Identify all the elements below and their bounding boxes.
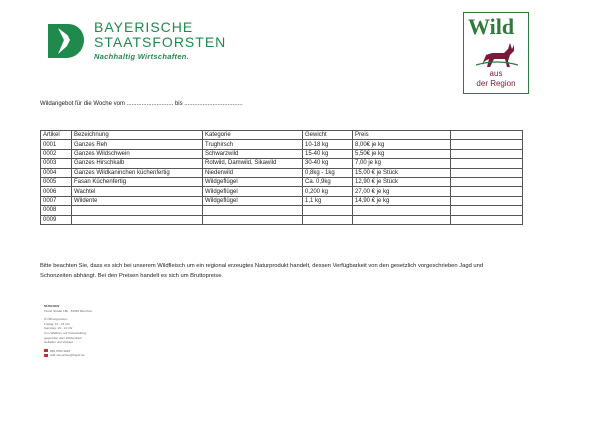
table-cell — [353, 206, 451, 215]
column-header: Kategorie — [203, 131, 303, 140]
table-cell: Wildente — [72, 196, 203, 205]
table-cell: 0003 — [41, 159, 72, 168]
offer-table — [40, 130, 523, 225]
table-cell: Schwarzwild — [203, 149, 303, 158]
badge-line1: aus — [489, 69, 503, 78]
staatsforsten-logo — [44, 14, 244, 74]
table-cell: 0009 — [41, 215, 72, 224]
table-cell: 15,00 € je Stück — [353, 168, 451, 177]
table-cell — [72, 206, 203, 215]
footer-line: Freitag: 10 - 16 Uhr — [44, 321, 71, 326]
table-cell — [451, 187, 523, 196]
table-cell: 0008 — [41, 206, 72, 215]
table-cell: Wachtel — [72, 187, 203, 196]
email-text: wild.muenchen@baysf.de — [50, 353, 85, 358]
table-header-row — [41, 131, 523, 140]
table-cell — [451, 159, 523, 168]
footer-contact — [44, 304, 164, 358]
table-cell: Ganzes Wildschwein — [72, 149, 203, 158]
table-row — [41, 196, 523, 205]
footer-line: Samstag: 10 - 14 Uhr — [44, 326, 73, 331]
table-cell: Wildgeflügel — [203, 177, 303, 186]
table-row — [41, 140, 523, 149]
footer-email — [44, 353, 164, 358]
phone-text: 089 3783 4628 — [50, 348, 71, 353]
table-cell — [451, 149, 523, 158]
table-row — [41, 206, 523, 215]
table-cell: Fasan Küchenfertig — [72, 177, 203, 186]
table-cell: 0,8kg - 1kg — [303, 168, 353, 177]
table-cell — [451, 206, 523, 215]
table-cell — [203, 206, 303, 215]
table-cell: 0005 — [41, 177, 72, 186]
brand-line1: BAYERISCHE — [94, 19, 194, 35]
table-cell: 14,90 € je kg — [353, 196, 451, 205]
table-cell — [203, 215, 303, 224]
email-icon — [44, 354, 48, 357]
table-cell — [451, 140, 523, 149]
table-cell — [451, 196, 523, 205]
table-cell: 12,90 € je Stück — [353, 177, 451, 186]
brand-tagline: Nachhaltig Wirtschaften. — [94, 52, 190, 61]
column-header: Bezeichnung — [72, 131, 203, 140]
footer-line: Tiroler Straße 18b · 81545 München — [44, 308, 93, 313]
table-cell: Wildgeflügel — [203, 196, 303, 205]
table-cell — [353, 215, 451, 224]
table-row — [41, 149, 523, 158]
table-cell — [72, 215, 203, 224]
table-cell: 5,50€ je kg — [353, 149, 451, 158]
week-line: Wildangebot für die Woche vom ............................ bis ................................... — [40, 101, 243, 107]
table-cell: 10-18 kg — [303, 140, 353, 149]
table-cell — [451, 215, 523, 224]
brand-text — [94, 20, 226, 61]
column-header: Artikel — [41, 131, 72, 140]
table-cell — [451, 177, 523, 186]
table-cell: 27,00 € je kg — [353, 187, 451, 196]
footer-city: MÜNCHEN — [44, 304, 60, 308]
brand-line2: STAATSFORSTEN — [94, 34, 227, 50]
table-cell: Niederwild — [203, 168, 303, 177]
table-cell: 8,00€ je kg — [353, 140, 451, 149]
table-cell: 1,1 kg — [303, 196, 353, 205]
table-cell: Trughirsch — [203, 140, 303, 149]
table-row — [41, 215, 523, 224]
staatsforsten-leaf-icon — [44, 18, 90, 64]
badge-line2: der Region — [476, 79, 516, 88]
table-cell — [451, 168, 523, 177]
deer-icon — [474, 39, 520, 69]
table-cell: Ganzes Hirschkalb — [72, 159, 203, 168]
table-cell: 0002 — [41, 149, 72, 158]
table-cell: Rotwild, Damwild, Sikawild — [203, 159, 303, 168]
footer-line: zum Wildbret, auf Vorbestellung — [44, 330, 87, 335]
table-cell: Ganzes Reh — [72, 140, 203, 149]
column-header: Preis — [353, 131, 451, 140]
table-row — [41, 187, 523, 196]
table-cell: 0001 — [41, 140, 72, 149]
column-header — [451, 131, 523, 140]
table-cell: Ganzes Wildkaninchen küchenfertig — [72, 168, 203, 177]
table-row — [41, 177, 523, 186]
availability-note: Bitte beachten Sie, dass es sich bei unserem Wildfleisch um ein regional erzeugtes Naturprodukt handelt, dessen Verfügbarkeit von den gesetzlich vorgeschrieben Jagd und Schonzeiten abhängt. Bei den Preisen handelt es sich um Bruttopreise. — [40, 263, 484, 279]
table-cell — [303, 206, 353, 215]
footer-line: Ö-Öffnungszeiten — [44, 317, 68, 322]
table-cell: 7,00 je kg — [353, 159, 451, 168]
table-cell: 0,200 kg — [303, 187, 353, 196]
footer-line: Hofladen und Verkauf — [44, 340, 73, 345]
table-cell: 0007 — [41, 196, 72, 205]
table-cell — [303, 215, 353, 224]
table-cell: 0004 — [41, 168, 72, 177]
table-row — [41, 168, 523, 177]
table-cell: 0006 — [41, 187, 72, 196]
column-header: Gewicht — [303, 131, 353, 140]
footer-lines — [44, 304, 164, 345]
footer-line: gegenüber dem Wildverkauf — [44, 335, 82, 340]
table-cell: 15-40 kg — [303, 149, 353, 158]
badge-title: Wild — [468, 14, 515, 39]
offer-table-body — [41, 131, 523, 225]
table-cell: Wildgeflügel — [203, 187, 303, 196]
wild-aus-der-region-badge — [463, 12, 529, 94]
table-cell: Ca. 0,9kg — [303, 177, 353, 186]
table-row — [41, 159, 523, 168]
table-cell: 30-40 kg — [303, 159, 353, 168]
phone-icon — [44, 349, 48, 352]
